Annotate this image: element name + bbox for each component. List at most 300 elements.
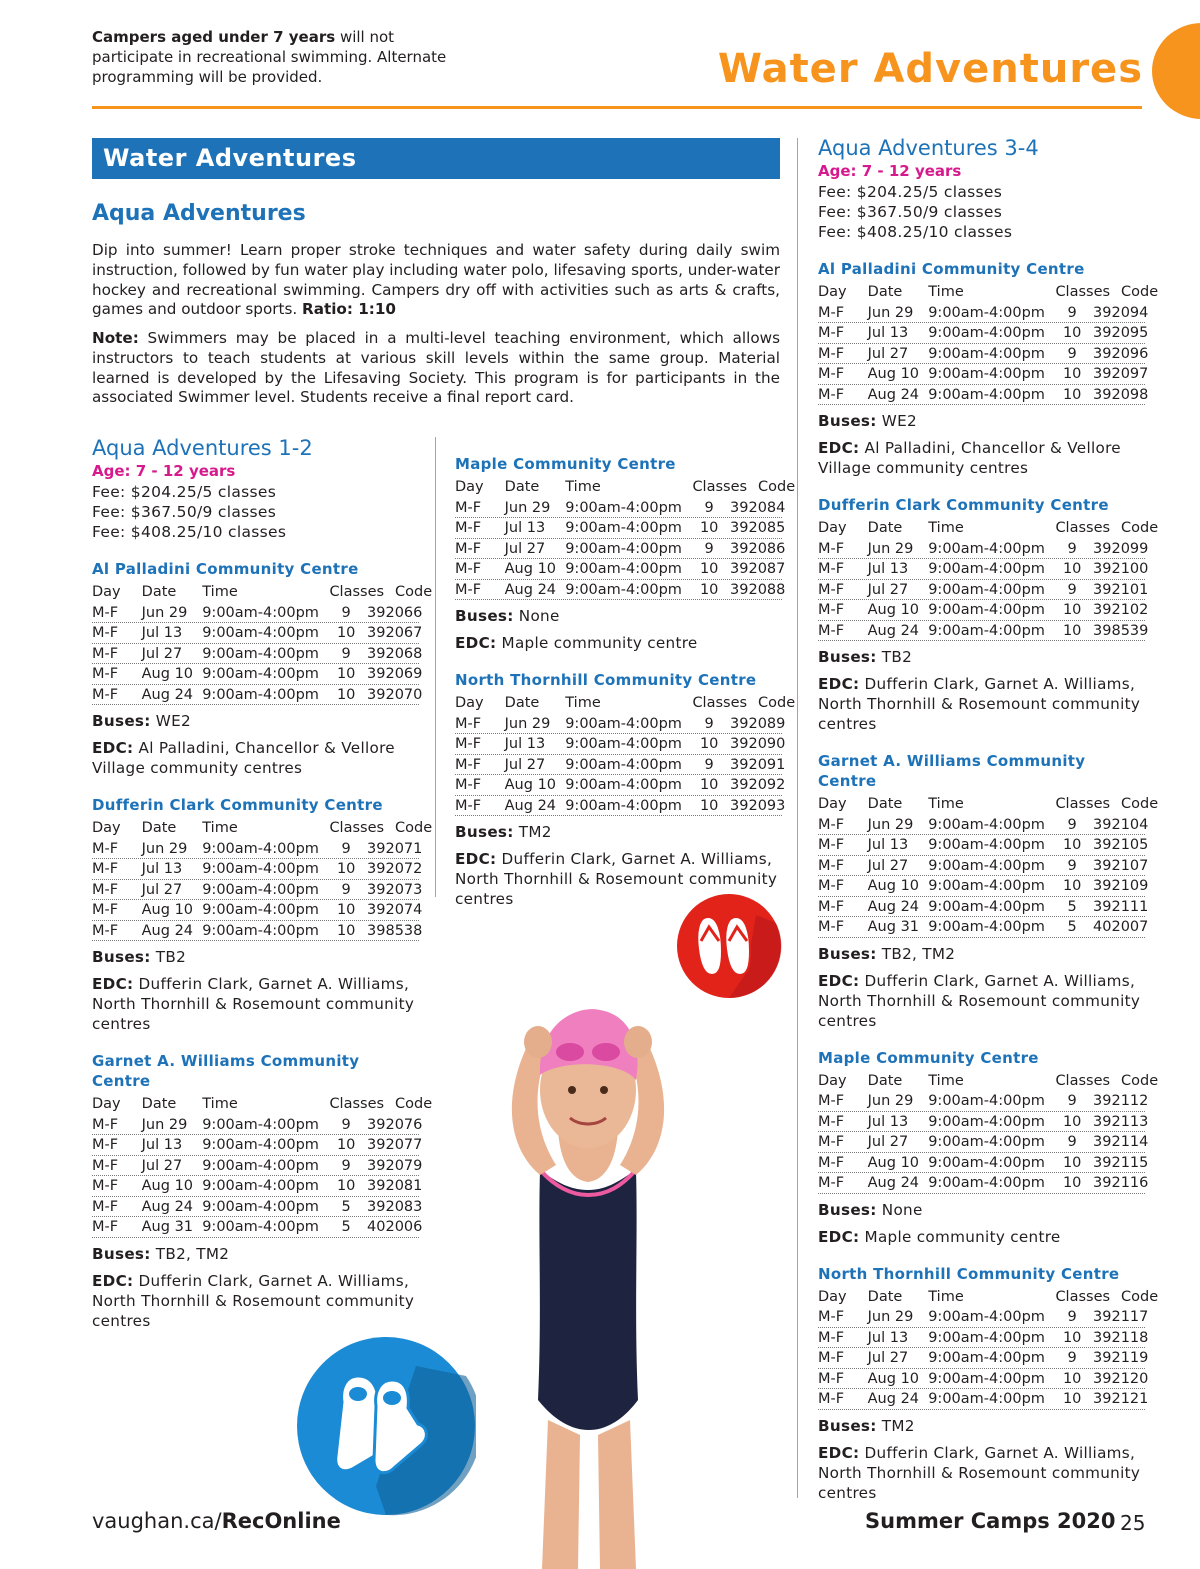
table-cell: 10 — [699, 777, 719, 793]
buses-label: Buses: — [818, 944, 877, 963]
schedule-table — [455, 477, 796, 600]
column-header-classes: Classes — [329, 584, 385, 600]
table-row — [455, 714, 786, 735]
table-cell: 5 — [1067, 898, 1077, 915]
section-banner: Water Adventures — [92, 138, 780, 179]
table-cell: Aug 24 — [141, 686, 194, 703]
aa12-fee: Fee: $204.25/5 classes — [92, 483, 277, 501]
table-cell: 9 — [1067, 581, 1077, 598]
column-header-classes: Classes — [1055, 520, 1111, 536]
table-cell: 9:00am-4:00pm — [202, 881, 319, 898]
table-cell: 392077 — [367, 1137, 423, 1153]
table-cell: 392098 — [1093, 386, 1149, 403]
table-cell: M-F — [818, 1370, 845, 1387]
table-cell: 9 — [1067, 1350, 1077, 1366]
table-cell: 392101 — [1093, 581, 1149, 598]
edc-label: EDC: — [92, 975, 134, 993]
schedule-header — [818, 1071, 1159, 1092]
table-cell: 9 — [1067, 1134, 1077, 1150]
table-cell: Aug 10 — [867, 1370, 920, 1387]
table-cell: Jul 13 — [141, 861, 183, 877]
centre-heading: Garnet A. Williams Community Centre — [92, 1052, 360, 1090]
buses-value: TM2 — [513, 823, 552, 841]
table-cell: 10 — [336, 686, 356, 703]
table-cell: 392092 — [730, 777, 786, 793]
column-header-code: Code — [395, 820, 433, 836]
header-divider — [92, 106, 1142, 109]
table-row — [92, 1217, 423, 1238]
column-header-day: Day — [818, 520, 847, 536]
aa12-column — [92, 436, 433, 1331]
swim-fins-icon — [296, 1336, 476, 1516]
table-cell: 10 — [1062, 561, 1082, 577]
centre-heading: Maple Community Centre — [455, 455, 676, 473]
column-header-time: Time — [928, 1288, 964, 1305]
table-cell: M-F — [455, 715, 482, 732]
table-row — [818, 1173, 1149, 1194]
table-row — [92, 839, 423, 860]
table-cell: 9:00am-4:00pm — [202, 922, 319, 939]
table-cell: 9:00am-4:00pm — [928, 561, 1045, 577]
edc-label: EDC: — [818, 1227, 860, 1246]
table-cell: 9:00am-4:00pm — [202, 666, 319, 682]
buses-value: TM2 — [876, 1416, 915, 1435]
table-cell: 10 — [699, 581, 719, 598]
table-cell: M-F — [92, 902, 119, 918]
table-cell: M-F — [818, 1309, 845, 1325]
table-cell: M-F — [818, 1154, 845, 1171]
table-cell: 10 — [699, 561, 719, 577]
column-header-time: Time — [202, 820, 238, 836]
table-cell: Jul 27 — [867, 345, 909, 362]
edc-info — [92, 1271, 419, 1331]
buses-value: WE2 — [876, 412, 917, 430]
table-cell: M-F — [92, 625, 119, 641]
table-cell: 9:00am-4:00pm — [928, 366, 1045, 382]
table-cell: 392066 — [367, 604, 423, 621]
column-header-date: Date — [867, 520, 903, 536]
column-header-date: Date — [867, 1288, 903, 1305]
aa34-column — [818, 136, 1159, 1503]
table-cell: Aug 10 — [867, 602, 920, 618]
table-cell: M-F — [92, 1178, 119, 1194]
column-header-time: Time — [928, 1072, 964, 1089]
aa12-centres — [92, 559, 433, 1331]
table-cell: Jul 13 — [141, 625, 183, 641]
buses-info — [455, 822, 782, 842]
footer-url[interactable]: vaughan.ca/RecOnline — [92, 1509, 341, 1533]
table-cell: 9:00am-4:00pm — [928, 1154, 1045, 1171]
schedule-header — [818, 518, 1159, 539]
table-cell: 9:00am-4:00pm — [928, 898, 1045, 915]
table-cell: M-F — [92, 1116, 119, 1133]
table-cell: 392094 — [1093, 304, 1149, 321]
table-cell: 392113 — [1093, 1113, 1149, 1130]
table-cell: Jul 13 — [867, 837, 909, 853]
table-cell: 392114 — [1093, 1134, 1149, 1150]
schedule-table — [92, 1094, 433, 1238]
column-header-time: Time — [565, 695, 601, 711]
table-cell: 10 — [336, 1137, 356, 1153]
column-header-code: Code — [1121, 284, 1159, 300]
aa12-fee: Fee: $367.50/9 classes — [92, 503, 277, 521]
centre-heading: Maple Community Centre — [818, 1048, 1039, 1067]
column-header-time: Time — [565, 479, 601, 495]
table-cell: 392118 — [1093, 1329, 1149, 1346]
table-cell: Jul 13 — [141, 1137, 183, 1153]
schedule-header — [818, 282, 1159, 303]
table-cell: M-F — [818, 1175, 845, 1191]
table-row — [818, 600, 1149, 621]
page-title: Water Adventures — [717, 46, 1143, 92]
edc-value: Dufferin Clark, Garnet A. Williams, North Thornhill & Rosemount community centres — [92, 1271, 415, 1330]
buses-info — [92, 1244, 419, 1264]
table-cell: Jul 27 — [867, 1134, 909, 1150]
table-cell: M-F — [92, 1198, 119, 1215]
column-header-code: Code — [758, 479, 796, 495]
buses-info — [818, 411, 1145, 431]
table-cell: M-F — [92, 1137, 119, 1153]
table-row — [818, 897, 1149, 918]
buses-label: Buses: — [818, 412, 877, 430]
table-cell: 9:00am-4:00pm — [202, 1219, 319, 1235]
table-cell: 9 — [1067, 1309, 1077, 1325]
buses-value: None — [513, 607, 560, 625]
table-cell: Aug 10 — [504, 777, 557, 793]
table-cell: 9:00am-4:00pm — [202, 1157, 319, 1174]
table-cell: 10 — [699, 736, 719, 752]
column-header-time: Time — [202, 1096, 238, 1112]
edc-label: EDC: — [455, 634, 497, 652]
table-cell: 9:00am-4:00pm — [928, 1134, 1045, 1150]
table-cell: 392111 — [1093, 898, 1149, 915]
edc-value: Maple community centre — [496, 634, 698, 652]
table-cell: 5 — [341, 1198, 351, 1215]
edc-info — [818, 674, 1145, 734]
schedule-header — [92, 582, 433, 603]
column-header-day: Day — [92, 820, 121, 836]
table-cell: 10 — [336, 666, 356, 682]
table-row — [92, 900, 423, 921]
table-cell: 392099 — [1093, 540, 1149, 557]
table-cell: 9:00am-4:00pm — [565, 499, 682, 516]
buses-info — [92, 947, 419, 967]
edc-label: EDC: — [818, 675, 860, 693]
table-cell: 392088 — [730, 581, 786, 598]
table-row — [92, 1135, 423, 1156]
column-header-date: Date — [504, 479, 540, 495]
table-cell: Jun 29 — [504, 715, 551, 732]
table-cell: Jul 27 — [867, 581, 909, 598]
table-cell: 5 — [1067, 919, 1077, 935]
table-row — [818, 876, 1149, 897]
column-header-day: Day — [92, 584, 121, 600]
edc-value: Dufferin Clark, Garnet A. Williams, North Thornhill & Rosemount community centres — [818, 675, 1141, 733]
table-row — [818, 323, 1149, 344]
table-cell: 9:00am-4:00pm — [202, 645, 319, 662]
table-cell: 9:00am-4:00pm — [202, 1178, 319, 1194]
schedule-table — [818, 282, 1159, 405]
table-cell: 9:00am-4:00pm — [565, 561, 682, 577]
table-cell: Aug 24 — [867, 1391, 920, 1407]
buses-value: TB2, TM2 — [150, 1244, 230, 1263]
schedule-header — [455, 477, 796, 498]
table-cell: 9 — [341, 840, 351, 857]
table-cell: 392112 — [1093, 1093, 1149, 1109]
table-cell: 9:00am-4:00pm — [928, 386, 1045, 403]
edc-info — [455, 633, 782, 653]
column-header-day: Day — [92, 1096, 121, 1112]
buses-info — [818, 1416, 1145, 1436]
table-cell: M-F — [818, 540, 845, 557]
table-cell: 392117 — [1093, 1309, 1149, 1325]
table-cell: 392073 — [367, 881, 423, 898]
table-row — [818, 835, 1149, 856]
table-cell: M-F — [818, 878, 845, 894]
table-cell: Aug 24 — [504, 581, 557, 598]
aa12b-centres — [455, 454, 796, 909]
table-cell: 10 — [336, 861, 356, 877]
table-cell: 9:00am-4:00pm — [928, 837, 1045, 853]
table-cell: 9:00am-4:00pm — [202, 625, 319, 641]
table-cell: 392119 — [1093, 1350, 1149, 1366]
table-row — [818, 815, 1149, 836]
table-cell: M-F — [818, 602, 845, 618]
table-cell: 9 — [1067, 857, 1077, 874]
table-cell: 9:00am-4:00pm — [202, 861, 319, 877]
table-cell: Jun 29 — [504, 499, 551, 516]
table-row — [455, 518, 786, 539]
table-row — [92, 921, 423, 942]
table-row — [455, 734, 786, 755]
table-cell: 9:00am-4:00pm — [202, 1116, 319, 1133]
buses-label: Buses: — [455, 607, 514, 625]
table-cell: 392068 — [367, 645, 423, 662]
table-cell: M-F — [92, 922, 119, 939]
table-cell: 9 — [341, 1157, 351, 1174]
table-cell: 9:00am-4:00pm — [565, 777, 682, 793]
table-row — [818, 621, 1149, 642]
table-row — [455, 559, 786, 580]
table-cell: 9:00am-4:00pm — [565, 715, 682, 732]
column-header-classes: Classes — [1055, 284, 1111, 300]
edc-label: EDC: — [818, 971, 860, 990]
table-cell: 9:00am-4:00pm — [928, 1391, 1045, 1407]
table-cell: Jul 13 — [504, 520, 546, 536]
centre-heading: Dufferin Clark Community Centre — [92, 796, 383, 814]
table-cell: 9:00am-4:00pm — [928, 622, 1045, 639]
program-intro: Dip into summer! Learn proper stroke techniques and water safety during daily swim instruction, followed by fun water play including water polo, lifesaving sports, under-water hockey and recreational swimming. Campers dry off with activities such as arts & crafts, games and outdoor sports. Ratio: 1:10 — [92, 241, 780, 319]
table-row — [818, 1369, 1149, 1390]
edc-info — [818, 1227, 1145, 1247]
table-cell: M-F — [818, 1391, 845, 1407]
table-cell: 392091 — [730, 756, 786, 773]
table-row — [818, 917, 1149, 938]
column-header-date: Date — [141, 820, 177, 836]
table-cell: 9:00am-4:00pm — [928, 878, 1045, 894]
column-header-code: Code — [395, 1096, 433, 1112]
table-cell: M-F — [818, 1329, 845, 1346]
column-header-time: Time — [928, 520, 964, 536]
table-row — [92, 623, 423, 644]
table-cell: 9 — [704, 715, 714, 732]
table-cell: Jul 13 — [867, 1329, 909, 1346]
table-cell: M-F — [818, 304, 845, 321]
table-cell: 10 — [1062, 602, 1082, 618]
table-cell: 9 — [1067, 304, 1077, 321]
column-header-date: Date — [504, 695, 540, 711]
table-cell: 392100 — [1093, 561, 1149, 577]
table-cell: 9:00am-4:00pm — [928, 581, 1045, 598]
edc-info — [818, 438, 1145, 478]
table-cell: Jun 29 — [867, 540, 914, 557]
table-cell: 392081 — [367, 1178, 423, 1194]
table-cell: 9 — [704, 756, 714, 773]
table-row — [818, 303, 1149, 324]
table-cell: 392085 — [730, 520, 786, 536]
table-row — [455, 580, 786, 601]
table-cell: Jun 29 — [141, 604, 188, 621]
table-cell: 9:00am-4:00pm — [928, 857, 1045, 874]
table-cell: 9:00am-4:00pm — [928, 602, 1045, 618]
schedule-header — [818, 1287, 1159, 1308]
table-cell: Jun 29 — [141, 840, 188, 857]
table-row — [92, 1176, 423, 1197]
edc-info — [92, 974, 419, 1034]
table-cell: M-F — [818, 325, 845, 341]
table-cell: Aug 24 — [867, 386, 920, 403]
buses-label: Buses: — [92, 1244, 151, 1263]
centre-heading: North Thornhill Community Centre — [455, 671, 757, 689]
table-cell: 402006 — [367, 1219, 423, 1235]
table-cell: Aug 10 — [141, 902, 194, 918]
table-cell: M-F — [92, 1157, 119, 1174]
table-cell: M-F — [92, 604, 119, 621]
table-cell: M-F — [455, 499, 482, 516]
table-cell: 5 — [341, 1219, 351, 1235]
schedule-table — [455, 693, 796, 816]
table-cell: 10 — [1062, 1175, 1082, 1191]
schedule-header — [818, 794, 1159, 815]
aa34-fee: Fee: $408.25/10 classes — [818, 223, 1013, 241]
program-note: Note: Swimmers may be placed in a multi-level teaching environment, which allows instructors to teach students at various skill levels within the same group. Material learned is developed by the Lifesaving Society. This program is for participants in the associated Swimmer level. Students receive a final report card. — [92, 329, 780, 407]
table-cell: M-F — [455, 561, 482, 577]
table-cell: 9 — [1067, 1093, 1077, 1109]
table-cell: Aug 10 — [141, 1178, 194, 1194]
column-header-time: Time — [928, 284, 964, 300]
table-cell: 392120 — [1093, 1370, 1149, 1387]
column-header-code: Code — [1121, 1288, 1159, 1305]
column-header-classes: Classes — [329, 1096, 385, 1112]
table-cell: Aug 31 — [141, 1219, 194, 1235]
table-cell: 392087 — [730, 561, 786, 577]
buses-label: Buses: — [818, 1416, 877, 1435]
table-cell: M-F — [818, 919, 845, 935]
edc-value: Al Palladini, Chancellor & Vellore Village community centres — [92, 739, 395, 777]
buses-value: None — [876, 1200, 923, 1219]
table-row — [92, 664, 423, 685]
table-cell: M-F — [92, 666, 119, 682]
column-header-code: Code — [758, 695, 796, 711]
table-cell: 392084 — [730, 499, 786, 516]
table-row — [455, 755, 786, 776]
table-row — [818, 1091, 1149, 1112]
aa34-age: Age: 7 - 12 years — [818, 162, 962, 180]
under-7-note: Campers aged under 7 years will not participate in recreational swimming. Alternate programming will be provided. — [92, 28, 447, 86]
table-row — [818, 1348, 1149, 1369]
table-cell: 10 — [1062, 622, 1082, 639]
footer-title: Summer Camps 2020 — [865, 1509, 1116, 1533]
table-cell: 392076 — [367, 1116, 423, 1133]
table-cell: 392097 — [1093, 366, 1149, 382]
column-divider — [797, 138, 798, 1498]
table-row — [818, 344, 1149, 365]
table-row — [455, 775, 786, 796]
table-cell: M-F — [818, 581, 845, 598]
table-cell: 398539 — [1093, 622, 1149, 639]
table-cell: Aug 10 — [504, 561, 557, 577]
table-cell: M-F — [92, 861, 119, 877]
edc-value: Dufferin Clark, Garnet A. Williams, North Thornhill & Rosemount community centres — [818, 971, 1141, 1030]
table-cell: M-F — [818, 366, 845, 382]
table-cell: M-F — [818, 561, 845, 577]
section-tab — [1152, 23, 1200, 119]
table-cell: 9 — [1067, 345, 1077, 362]
table-cell: Aug 24 — [867, 1175, 920, 1191]
table-cell: 392107 — [1093, 857, 1149, 874]
aa34-title: Aqua Adventures 3-4 — [818, 136, 1039, 160]
table-cell: 392121 — [1093, 1391, 1149, 1407]
table-cell: 9 — [341, 1116, 351, 1133]
buses-label: Buses: — [92, 712, 151, 730]
schedule-table — [818, 518, 1159, 641]
centre-heading: Al Palladini Community Centre — [818, 260, 1085, 278]
buses-label: Buses: — [818, 648, 877, 666]
edc-label: EDC: — [818, 439, 860, 457]
column-header-date: Date — [141, 1096, 177, 1112]
table-cell: 392089 — [730, 715, 786, 732]
table-cell: M-F — [92, 686, 119, 703]
buses-label: Buses: — [92, 948, 151, 966]
table-cell: 9:00am-4:00pm — [202, 604, 319, 621]
table-cell: Jul 13 — [504, 736, 546, 752]
table-cell: Jul 27 — [141, 645, 183, 662]
table-cell: 9:00am-4:00pm — [928, 345, 1045, 362]
centre-heading: Dufferin Clark Community Centre — [818, 496, 1109, 514]
schedule-table — [92, 818, 433, 941]
table-cell: M-F — [92, 881, 119, 898]
aa12-title: Aqua Adventures 1-2 — [92, 436, 313, 460]
table-cell: Aug 10 — [867, 1154, 920, 1171]
table-cell: M-F — [818, 837, 845, 853]
table-cell: M-F — [92, 1219, 119, 1235]
centre-heading: Al Palladini Community Centre — [92, 560, 359, 578]
table-cell: 392102 — [1093, 602, 1149, 618]
table-row — [818, 385, 1149, 406]
table-cell: M-F — [455, 756, 482, 773]
table-cell: 9 — [1067, 540, 1077, 557]
table-cell: Aug 10 — [867, 366, 920, 382]
table-cell: 10 — [1062, 1391, 1082, 1407]
table-row — [818, 364, 1149, 385]
table-cell: 9:00am-4:00pm — [565, 756, 682, 773]
table-cell: 9 — [1067, 816, 1077, 833]
table-cell: 9:00am-4:00pm — [202, 1198, 319, 1215]
table-row — [92, 1115, 423, 1136]
table-cell: Jun 29 — [867, 1093, 914, 1109]
table-cell: 9 — [341, 881, 351, 898]
column-header-date: Date — [141, 584, 177, 600]
